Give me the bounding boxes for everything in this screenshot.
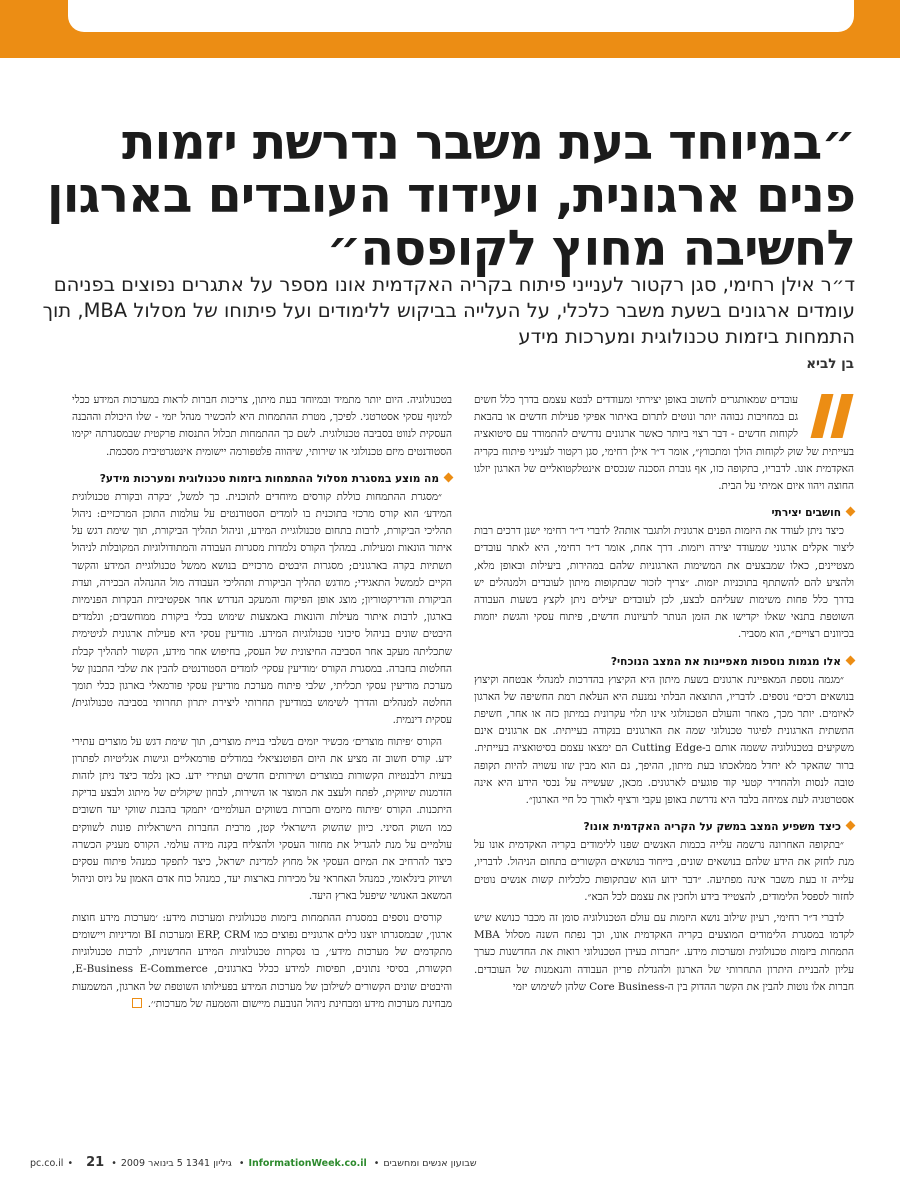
page-footer: שבועון אנשים ומחשבים• InformationWeek.co.il• גיליון 1341 5 בינואר 2009• pc.co.il • 21 [30,1155,477,1170]
issue-number: גיליון 1341 [185,1158,232,1169]
paragraph: הקורס ׳פיתוח מוצרים׳ מכשיר יזמים בשלבי בניית מוצרים, תוך שימת דגש על מוצרים עתירי ידע. קורס חשוב זה מציע את היום הפוטנציאלי במודלים פורמאליים וגישות אנליטיות לפתרון בעיות רלבנטיות הקשורות במוצרים ושירותים חדשים ועתירי ידע. כאן נלמד כיצד ניתן לזהות הזדמנות שיווקית, לפתח ולעצב את המוצר או השירות, לבחון שיקולים של מיתוג ולבצע בדיקת היתכנות. הקורס ׳פיתוח מיזמים וחברות בשווקים העולמיים׳ יתמקד בהבנת שווקי יעד חשובים כמו השוק הסיני. כיוון שהשוק הישראלי קטן, מרבית החברות הישראליות פונות לשווקים עולמיים על מנת להגדיל את מחזור העסקי ולהצליח בקנה מידה עולמי. הקורס מעניק הכשרה כיצד להרחיב את המיזם העסקי אל מחוץ למדינת ישראל, כיצד לתפקד כמנהל פיתוח עסקים ושיווק בינלאומי, כמנהל האחראי על מכירות בארצות יעד, כמנהל כוח אדם האמון על גיוס וניהול המשאב האנושי שיפעל בארץ היעד. [72,735,452,903]
section-heading: כיצד משפיע המצב במשק על הקריה האקדמית אונו? [474,819,854,835]
paragraph: ״מסגרת ההתמחות כוללת קורסים מיוחדים לתוכנית. כך למשל, ׳בקרה ובקורת טכנולוגית המידע׳ הוא קורס מרכזי בתוכנית בו לומדים הסטודנטים על עולמות התוכן המרכזיים: ניהול תהליכי הביקורת, לרבות בתחום טכנולוגיית המידע, וניהול תהליך הביקורת, תוך שימת דגש על איתור הונאות ומעילות. במהלך הקורס נלמדות מסגרות העבודה והמתודולוגיות המקובלות לניהול תשתיות בקרה בארגונים; מסגרות היבטים מרכזיים בנושא ממשל טכנולוגיית המידע והקשר הקיים לממשל התאגידי; מודגש תהליך הביקורת ותהליכי העבודה מול ההנהלה הבכירה, ועדת הביקורת והדירקטוריון; מוצג אופן הפיקוח והמעקב הנדרש אחר אפקטיביות הבקרות הפנימיות בארגון, לרבות איתור מעילות והונאות באמצעות שימוש בכלי ביקורת ממוחשבים; ונלמדים היבטים שונים בניהול סיכוני טכנולוגיות המידע. מודיעין עסקי היא פעילות ארגונית לגיטימית שתכליתה מעקב אחר הסביבה החיצונית של העסק, בחיפוש אחר מידע, הקשור לתהליך קבלת החלטות בחברה. במסגרת הקורס ׳מודיעין עסקי׳ לומדים הסטודנטים להבין את שלבי התכנון של מערכת מודיעין עסקי תכליתי, שלבי פיתוח מערכת מודיעין עסקי פורמאלי בארגון ככלי תומך החלטה למנהלים והדרך לשימוש במודיעין תחרותי ליצירת יתרון תחרותי בסביבה טכנולוגית/ עסקית דינמית. [72,490,452,727]
publisher-name: שבועון אנשים ומחשבים [383,1158,477,1169]
paragraph: כיצד ניתן לעודד את היזמות הפנים ארגונית ולתגבר אותה? לדברי ד״ר רחימי ישנן דרכים רבות ליצור אקלים ארגוני שמעודד יצירה ויזמות. דרך אחת, אומר ד״ר רחימי, היא לאתר עובדים מצטיינים, כאלו שמבצעים את המשימות הארגוניות שלהם במהירות, ביעילות ובאופן מלא, ולהציע להם להשתתף בתוכניות יזמות. ״צריך לזכור שבתקופות מיתון לעובדים ולמנהלים יש בדרך כלל פחות משימות שעליהם לבצע, לכן לעובדים יעילים ניתן לקצץ בשעות העבודה השוטפת בתנאי שאלו יקדישו את הזמן הנותר לרעיונות חדשים, פיתוח עסקי והגשת יוזמות בכיוונים רצויים״, הוא מסביר. [474,525,854,641]
top-banner-cutout [68,0,854,32]
article-title: ״במיוחד בעת משבר נדרשת יזמות פנים ארגונית, ועידוד העובדים בארגון לחשיבה מחוץ לקופסה״ [46,114,855,277]
top-banner [0,0,900,58]
section-heading: מה מוצע במסגרת מסלול ההתמחות ביזמות טכנולוגית ומערכות מידע? [72,471,452,487]
page-number: 21 [86,1155,105,1170]
section-heading: חושבים יצירתי [474,505,854,521]
right-column [474,392,854,1000]
diamond-bullet-icon [444,472,454,482]
diamond-bullet-icon [846,507,856,517]
quote-mark-icon [806,394,854,440]
intro-paragraph: עובדים שמאותגרים לחשוב באופן יצירתי ומעודדים לבטא עצמם בדרך כלל חשים גם במחויבות גבוהה יותר ונוטים לתרום באיתור אפיקי פעילות חדשים או בהבאת לקוחות חדשים - דבר רצוי ביותר כאשר ארגונים נדרשים להתמודד עם סיטואציה בעייתית של שוק לקוחות הולך ומתכווץ״, אומר ד״ר אילן רחימי, סגן רקטור לענייני פיתוח בקריה האקדמית אונו. לדבריו, בתקופה כזו, אף גוברת הסכנה שנכסים אינטלקטואליים של הארגון יזלגו החוצה ויהוו איום אמיתי על הבית. [474,394,854,493]
brand-site: InformationWeek.co.il [248,1158,367,1169]
paragraph: בטכנולוגיה. היום יותר מתמיד ובמיוחד בעת מיתון, צריכות חברות לראות במערכות המידע ככלי למינוף עסקי אסטרטגי. לפיכך, מטרת ההתמחות היא להכשיר מנהל יזמי - שלו היכולת וההבנה העסקית לנווט בסביבה טכנולוגית. לשם כך ההתמחות תכלול התנסות פרקטית שבמסגרתה יקימו הסטודנטים מיזם טכנולוגי או שירותי, שיהווה פלטפורמה יישומית אינטגרטיבית מסכמת. [72,394,452,458]
site-url: pc.co.il [30,1158,64,1169]
paragraph: ״בתקופה האחרונה נרשמה עלייה בכמות האנשים שפנו ללימודים בקריה האקדמית אונו על מנת לחזק את הידע שלהם בנושאים שונים, בייחוד בנושאים הקשורים בתחום הניהול. לדבריו, עלייה זו בעת משבר אינה מפתיעה. ״דבר ידוע הוא שבתקופות כלכליות קשות אנשים נוטים לחזור לספסל הלימודים, להצטייד בידע ולחכין את עצמם לכל הבא״. [474,839,854,903]
paragraph: קורסים נוספים במסגרת ההתמחות ביזמות טכנולוגית ומערכות מידע: ׳מערכות מידע חוצות ארגון׳, שבמסגרתו יוצגו כלים ארגוניים נפוצים כמו ERP, CRM ומערכות BI ומדיניות ויישומים מתקדמים של מערכות מידע׳, בו נסקרות טכנולוגיות המידע החדשניות, לרבות טכנולוגיות תקשורת, בסיסי נתונים, תפיסות למידע ככלל בארגונים, E-Business E-Commerce, והיבטים שונים הקשורים לשילובן של מערכות המידע בפעילותו השוטפת של הארגון, המשמעות מבחינת מערכות מידע ומבחינת ניהול הנובעת מיישום והטמעה של מערכות׳׳. [72,911,452,1010]
section-heading: אלו מגמות נוספות מאפיינות את המצב הנוכחי? [474,654,854,670]
byline: בן לביא [806,356,854,372]
issue-date: 5 בינואר 2009 [120,1158,183,1169]
diamond-bullet-icon [846,821,856,831]
paragraph: לדברי ד״ר רחימי, רעיון שילוב נושא היזמות עם עולם הטכנולוגיה סומן זה מכבר כנושא שיש לקדמו במסגרת הלימודים המוצעים בקריה האקדמית אונו, וכך נפתח השנה מסלול MBA התמחות ביזמות טכנולוגית ומערכות מידע. ״חברות בעידן הטכנולוגי רואות את החדשנות כערך עליון להבניית היתרון התחרותי של הארגון ולהגדלת פריון העבודה והנאמנות של העובדים. חברות אלו נוטות להבין את הקשר ההדוק בין ה-Core Business שלהן לשימוש יזמי [474,912,854,993]
paragraph: ״מגמה נוספת המאפיינת ארגונים בשעת מיתון היא הקיצוץ בהדרכות למנהלי אבטחה וקיצוץ בנושאים רכים״ נוספים. לדבריו, התוצאה הבלתי נמנעת היא העלאת רמת החשיפה של הארגון לאיומים. יותר מכך, מאחר והעולם הטכנולוגי אינו תלוי עקרונית במיתון כזה או אחר, חשיפת התשתית הארגונית לפיגור טכנולוגי שמה את הארגונים בנקודה בעייתית. אם ארגונים אינם משקיעים בטכנולוגיה ששמה אותם ב-Cutting Edge הם ימצאו עצמם בסיטואציה בעייתית. ברור שהאקר לא יחדל ממלאכתו בעת מיתון, ההיפך, גם הוא מבין שזו עשויה להיות תקופה טובה לנסות ולהחדיר קטעי קוד פוגעים לארגונים. מכאן, שעשייה על נכסי הידע היא אינה אסטרטגיה לעת צמיחה בלבד היא נדרשת באופן עקבי ורציף לאורך כל חיי הארגון״. [474,673,855,807]
article-subtitle: ד״ר אילן רחימי, סגן רקטור לענייני פיתוח בקריה האקדמית אונו מספר על אתגרים נפוצים בפניהם עומדים ארגונים בשעת משבר כלכלי, על העלייה בביקוש ללימודים ועל פיתוחו של מסלול MBA, תוך התמחות ביזמות טכנולוגית ומערכות מידע [42,273,855,348]
diamond-bullet-icon [846,655,856,665]
left-column [72,392,452,1017]
end-mark-icon [132,998,142,1008]
